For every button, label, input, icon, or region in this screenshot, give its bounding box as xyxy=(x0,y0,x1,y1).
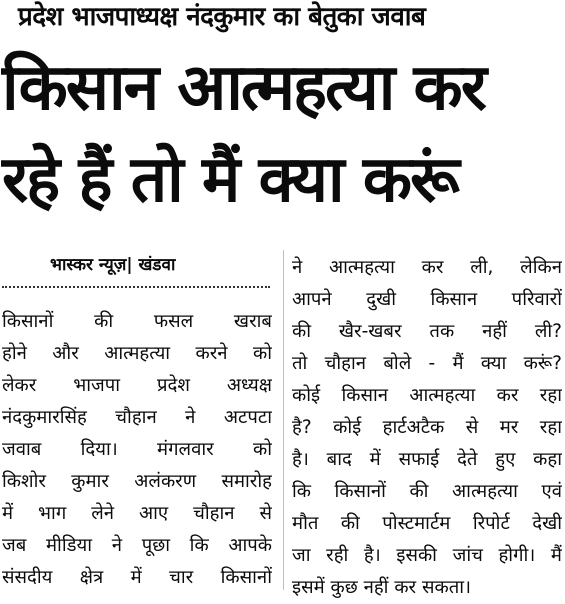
text-line: कि किसानों की आत्महत्या एवं xyxy=(292,481,562,502)
byline-divider xyxy=(2,286,270,288)
article-column-left xyxy=(2,248,272,594)
right-column-text xyxy=(292,252,562,604)
main-headline xyxy=(2,42,562,226)
text-line: आपने दुखी किसान परिवारों xyxy=(292,289,562,310)
text-line: मौत की पोस्टमार्टम रिपोर्ट देखी xyxy=(292,513,562,534)
text-line: इसमें कुछ नहीं कर सकता। xyxy=(292,577,472,598)
text-line: ने आत्महत्या कर ली, लेकिन xyxy=(292,257,562,278)
text-line: है। बाद में सफाई देते हुए कहा xyxy=(292,449,562,470)
text-line: जवाब दिया। मंगलवार को xyxy=(2,439,272,460)
text-line: किशोर कुमार अलंकरण समारोह xyxy=(2,471,272,492)
byline: भास्कर न्यूज़| खंडवा xyxy=(50,255,176,275)
text-line: की खैर-खबर तक नहीं ली? xyxy=(292,321,562,342)
text-line: किसानों की फसल खराब xyxy=(2,311,272,332)
kicker-headline: प्रदेश भाजपाध्यक्ष नंदकुमार का बेतुका जवाब xyxy=(18,2,426,32)
headline-line-1: किसान आत्महत्या कर xyxy=(2,51,485,125)
text-line: होने और आत्महत्या करने को xyxy=(2,343,272,364)
text-line: नंदकुमारसिंह चौहान ने अटपटा xyxy=(2,407,272,428)
headline-line-2: रहे हैं तो मैं क्या करूं xyxy=(2,143,458,217)
text-line: कोई किसान आत्महत्या कर रहा xyxy=(292,385,562,406)
text-line: लेकर भाजपा प्रदेश अध्यक्ष xyxy=(2,375,272,396)
left-column-text xyxy=(2,306,272,594)
article-column-right xyxy=(292,248,562,604)
text-line: जा रही है। इसकी जांच होगी। मैं xyxy=(292,545,562,566)
text-line: जब मीडिया ने पूछा कि आपके xyxy=(2,535,272,556)
column-divider xyxy=(283,250,284,590)
text-line: में भाग लेने आए चौहान से xyxy=(2,503,272,524)
text-line: है? कोई हार्टअटैक से मर रहा xyxy=(292,417,562,438)
text-line: संसदीय क्षेत्र में चार किसानों xyxy=(2,567,272,588)
text-line: तो चौहान बोले - मैं क्या करूं? xyxy=(292,353,562,374)
